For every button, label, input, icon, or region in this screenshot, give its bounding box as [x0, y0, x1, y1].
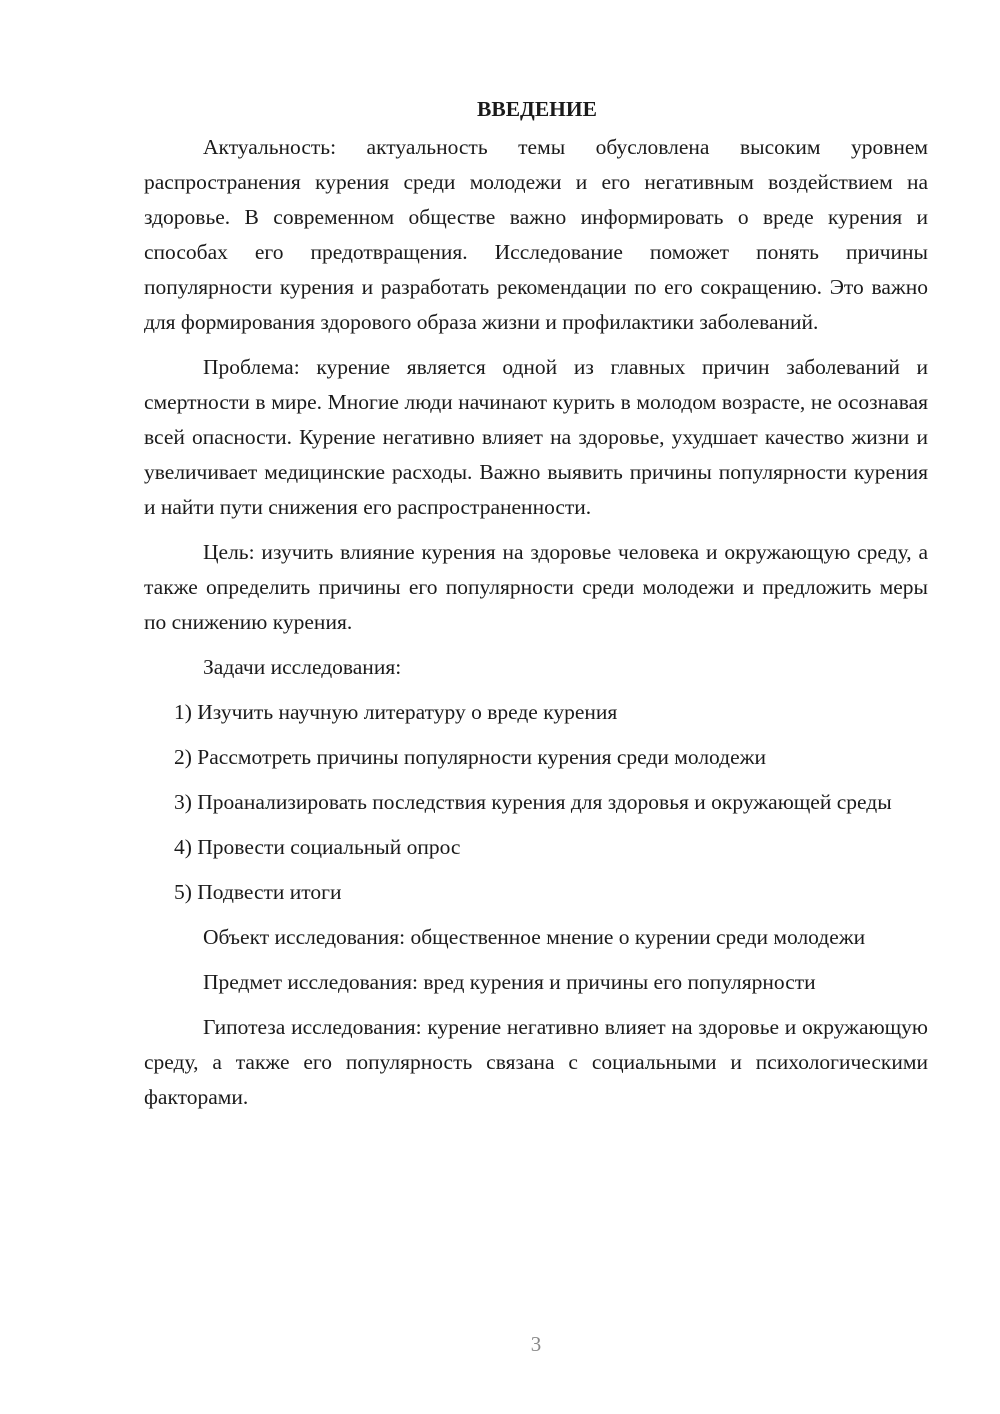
- subject-paragraph: Предмет исследования: вред курения и причины его популярности: [203, 970, 816, 994]
- document-page: [144, 92, 928, 1125]
- goal-paragraph: Цель: изучить влияние курения на здоровье человека и окружающую среду, а также определить причины его популярности среди молодежи и предложить меры по снижению курения.: [144, 540, 928, 634]
- page-number: 3: [530, 1332, 542, 1356]
- relevance-paragraph: Актуальность: актуальность темы обусловлена высоким уровнем распространения курения среди молодежи и его негативным воздействием на здоровье. В современном обществе важно информировать о вреде курения и способах его предотвращения. Исследование поможет понять причины популярности курения и разработать рекомендации по его сокращению. Это важно для формирования здорового образа жизни и профилактики заболеваний.: [144, 135, 928, 334]
- task-item-4: 4) Провести социальный опрос: [174, 835, 461, 859]
- task-item-1: 1) Изучить научную литературу о вреде курения: [174, 700, 618, 724]
- problem-paragraph: Проблема: курение является одной из главных причин заболеваний и смертности в мире. Многие люди начинают курить в молодом возрасте, не осознавая всей опасности. Курение негативно влияет на здоровье, ухудшает качество жизни и увеличивает медицинские расходы. Важно выявить причины популярности курения и найти пути снижения его распространенности.: [144, 355, 928, 519]
- object-paragraph: Объект исследования: общественное мнение о курении среди молодежи: [203, 925, 866, 949]
- section-heading: ВВЕДЕНИЕ: [477, 97, 597, 121]
- task-item-3: 3) Проанализировать последствия курения для здоровья и окружающей среды: [174, 790, 892, 814]
- hypothesis-paragraph: Гипотеза исследования: курение негативно влияет на здоровье и окружающую среду, а также его популярность связана с социальными и психологическими факторами.: [144, 1015, 928, 1109]
- task-item-5: 5) Подвести итоги: [174, 880, 342, 904]
- task-item-2: 2) Рассмотреть причины популярности курения среди молодежи: [174, 745, 767, 769]
- tasks-title: Задачи исследования:: [203, 655, 402, 679]
